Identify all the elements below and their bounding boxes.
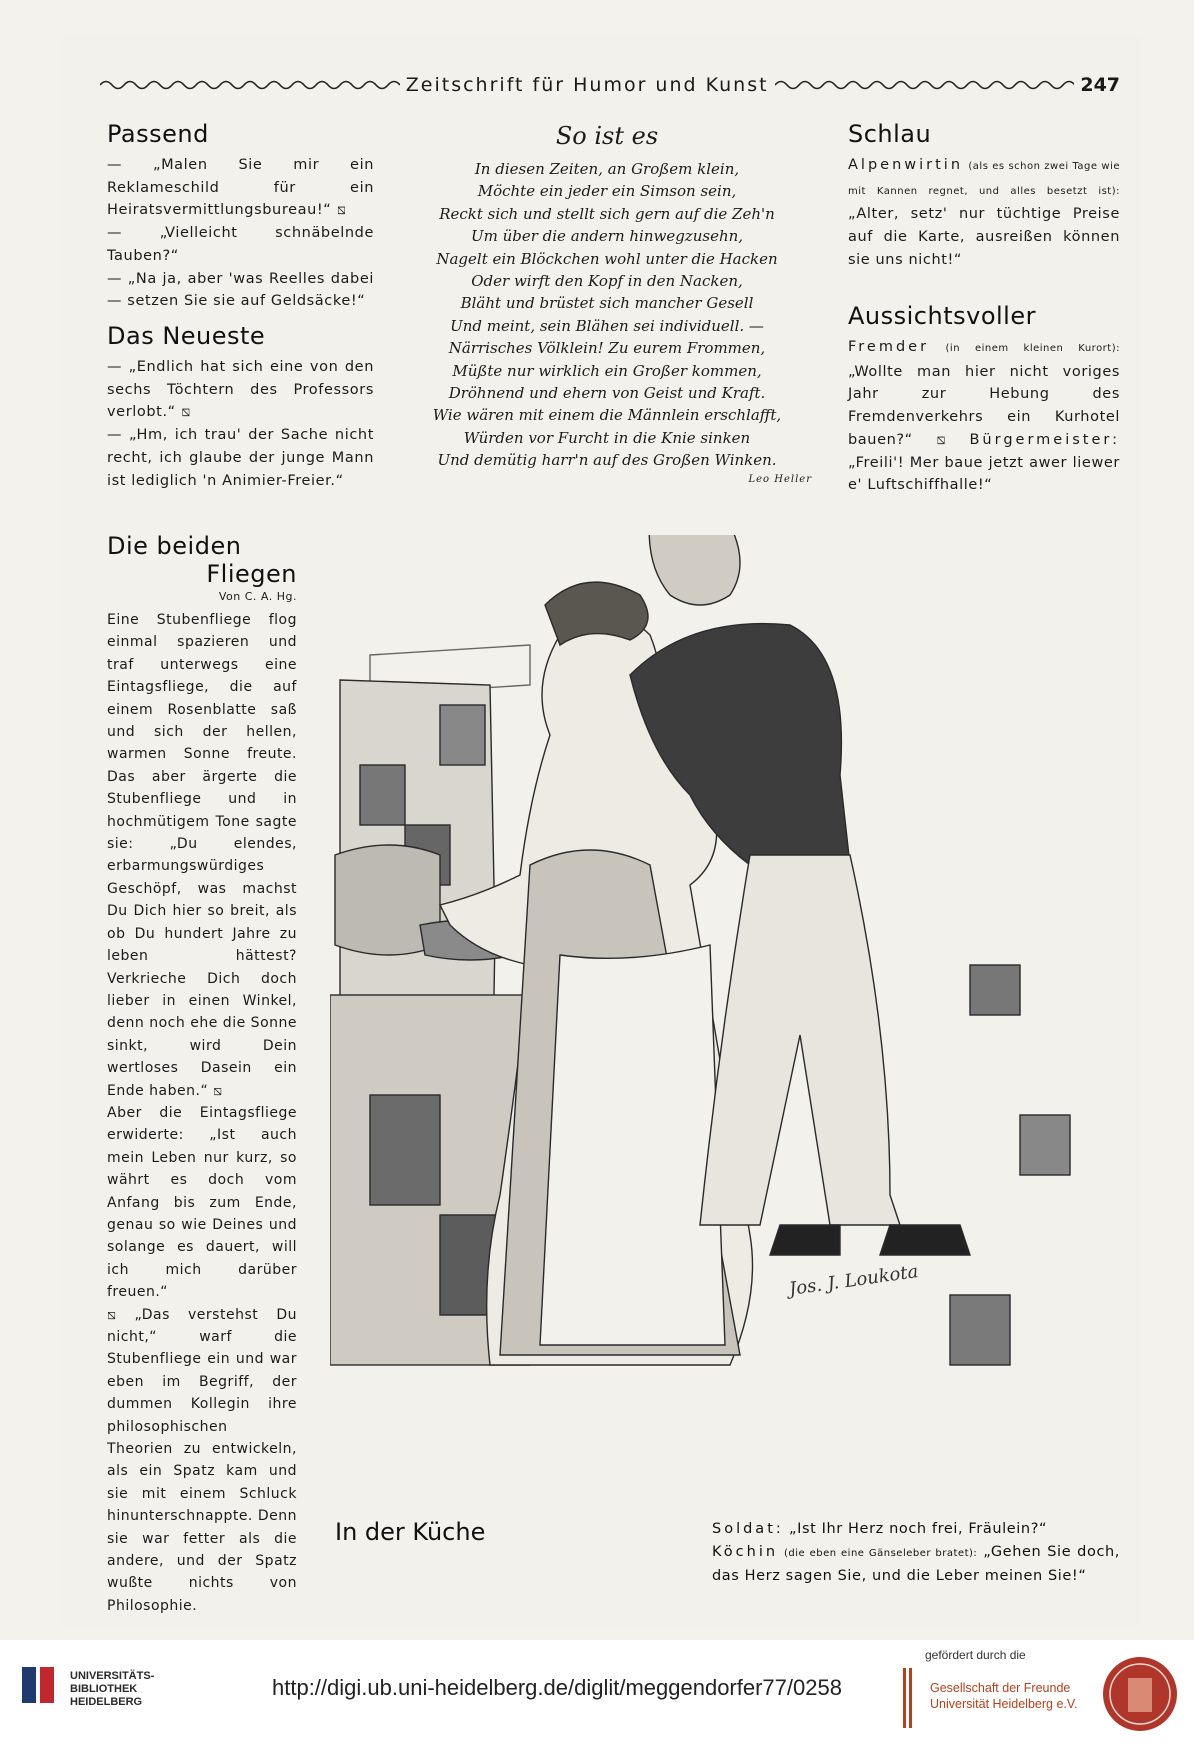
text-fliegen: Eine Stubenfliege flog einmal spazieren und traf unterwegs eine Eintagsfliege, die auf einem Rosenblatte saß und sich der hellen, warmen Sonne freute. Das aber ärgerte die Stubenfliege und in hochmütigem Tone sagte sie: „Du elendes, erbarmungswürdiges Geschöpf, was machst Du Dich hier so breit, als ob Du hundert Jahre zu leben hättest? Verkrieche Dich doch lieber in einen Winkel, denn noch ehe die Sonne sinkt, wird Dein wertloses Dasein ein Ende haben.“ ⧅ Aber die Eintagsfliege erwiderte: „Ist auch mein Leben nur kurz, so währt es doch vom Anfang bis zum Ende, genau so wie Deines und solange es dauert, will ich mich darüber freuen.“ ⧅ „Das verstehst Du nicht,“ warf die Stubenfliege ein und war eben im Begriff, der dummen Kollegin ihre philosophischen Theorien zu entwickeln, als ein Spatz kam und sie mit einem Schluck hinunterschnappte. Denn sie war fetter als die andere, und der Spatz wußte nichts von Philosophie. [107,612,297,1614]
stove-tile-dark-1 [360,765,405,825]
quote-fremder: „Wollte man hier nicht voriges Jahr zur Hebung des Fremdenverkehrs ein Kurhotel bauen?“ ⧅ [848,363,1120,448]
page-number: 247 [1080,74,1121,96]
caption-line-soldat: „Ist Ihr Herz noch frei, Fräulein?“ [788,1521,1048,1537]
heading-passend: Passend [107,120,209,148]
header-ornament-left [100,77,400,93]
caption-note-koechin: (die eben eine Gänseleber bratet): [784,1547,978,1559]
article-aussichtsvoller [848,302,1120,497]
article-neueste [107,322,374,492]
kitchen-illustration [330,535,1120,1525]
cook-apron [540,945,725,1345]
funder-logo-icon [895,1668,921,1728]
funder-name: Gesellschaft der Freunde Universität Heidelberg e.V. [930,1681,1078,1711]
library-logo-icon [20,1665,60,1705]
heading-fliegen-line1: Die beiden [107,532,242,560]
stove-tile-dark-4 [370,1095,440,1205]
article-passend [107,120,374,313]
caption-line-koechin: „Gehen Sie doch, das Herz sagen Sie, und die Leber meinen Sie!“ [712,1543,1121,1584]
text-schlau [848,154,1120,272]
wall-right-tile-2 [1020,1115,1070,1175]
byline-fliegen: Von C. A. Hg. [218,590,297,603]
heading-neueste: Das Neueste [107,322,266,350]
artist-signature: Jos. J. Loukota [787,1261,920,1300]
speaker-buergermeister: Bürgermeister: [969,431,1120,448]
magazine-title: Zeitschrift für Humor und Kunst [405,74,769,96]
text-passend: — „Malen Sie mir ein Reklameschild für ein Heiratsvermittlungsbureau!“ ⧅ — „Vielleicht schnäbelnde Tauben?“ — „Na ja, aber 'was Reelles dabei — setzen Sie sie auf Geldsäcke!“ [107,157,374,310]
article-schlau [848,120,1120,272]
university-seal-icon [1100,1654,1180,1734]
note-alpenwirtin: (als es schon zwei Tage wie mit Kannen regnet, und alles besetzt ist): [848,161,1120,197]
caption-speaker-koechin: Köchin [712,1543,779,1560]
caption-title: In der Küche [335,1518,486,1546]
speaker-alpenwirtin: Alpenwirtin [848,157,964,173]
quote-buergermeister: „Freili'! Mer baue jetzt awer liewer e' Luftschiffhalle!“ [848,454,1120,494]
article-fliegen [107,532,297,1617]
funded-by-label: gefördert durch die [925,1648,1026,1662]
heading-schlau: Schlau [848,120,932,148]
wall-right-tile [970,965,1020,1015]
soldier-trousers [700,855,900,1225]
soldier-boots [770,1225,970,1255]
poem-lines: In diesen Zeiten, an Großem klein, Möchte ein jeder ein Simson sein, Reckt sich und stellt sich gern auf die Zeh'n Um über die andern hinwegzusehn, Nagelt ein Blöckchen wohl unter die Hacken Oder wirft den Kopf in den Nacken, Bläht und brüstet sich mancher Gesell Und meint, sein Blähen sei individuell. — Närrisches Völklein! Zu eurem Frommen, Müßte nur wirklich ein Großer kommen, Dröhnend und ehern von Geist und Kraft. Wie wären mit einem die Männlein erschlafft, Würden vor Furcht in die Knie sinken Und demütig harr'n auf des Großen Winken. [432,160,782,470]
soldier-head [649,535,740,605]
digitization-footer [0,1640,1194,1748]
heading-fliegen-line2: Fliegen [206,560,297,588]
text-neueste: — „Endlich hat sich eine von den sechs Töchtern des Professors verlobt.“ ⧅ — „Hm, ich trau' der Sache nicht recht, ich glaube der junge Mann ist lediglich 'n Animier-Freier.“ [107,359,374,489]
stove-tile-dark-3 [440,705,485,765]
speaker-fremder: Fremder [848,339,930,355]
caption-speaker-soldat: Soldat: [712,1521,784,1537]
digitization-url-link[interactable]: http://digi.ub.uni-heidelberg.de/diglit/meggendorfer77/0258 [272,1675,842,1700]
poem-author: Leo Heller [748,473,812,485]
caption-dialogue [712,1518,1120,1588]
poem-title: So ist es [555,122,659,150]
note-fremder: (in einem kleinen Kurort): [945,343,1120,354]
poem-so-ist-es [402,122,812,485]
text-aussichtsvoller [848,336,1120,497]
header-ornament-right [775,77,1075,93]
heading-aussichtsvoller: Aussichtsvoller [848,302,1036,330]
quote-schlau: „Alter, setz' nur tüchtige Preise auf die Karte, ausreißen können sie uns nicht!“ [848,206,1120,268]
running-header [100,70,1120,100]
library-name: UNIVERSITÄTS- BIBLIOTHEK HEIDELBERG [70,1670,155,1708]
wall-right-tile-3 [950,1295,1010,1365]
